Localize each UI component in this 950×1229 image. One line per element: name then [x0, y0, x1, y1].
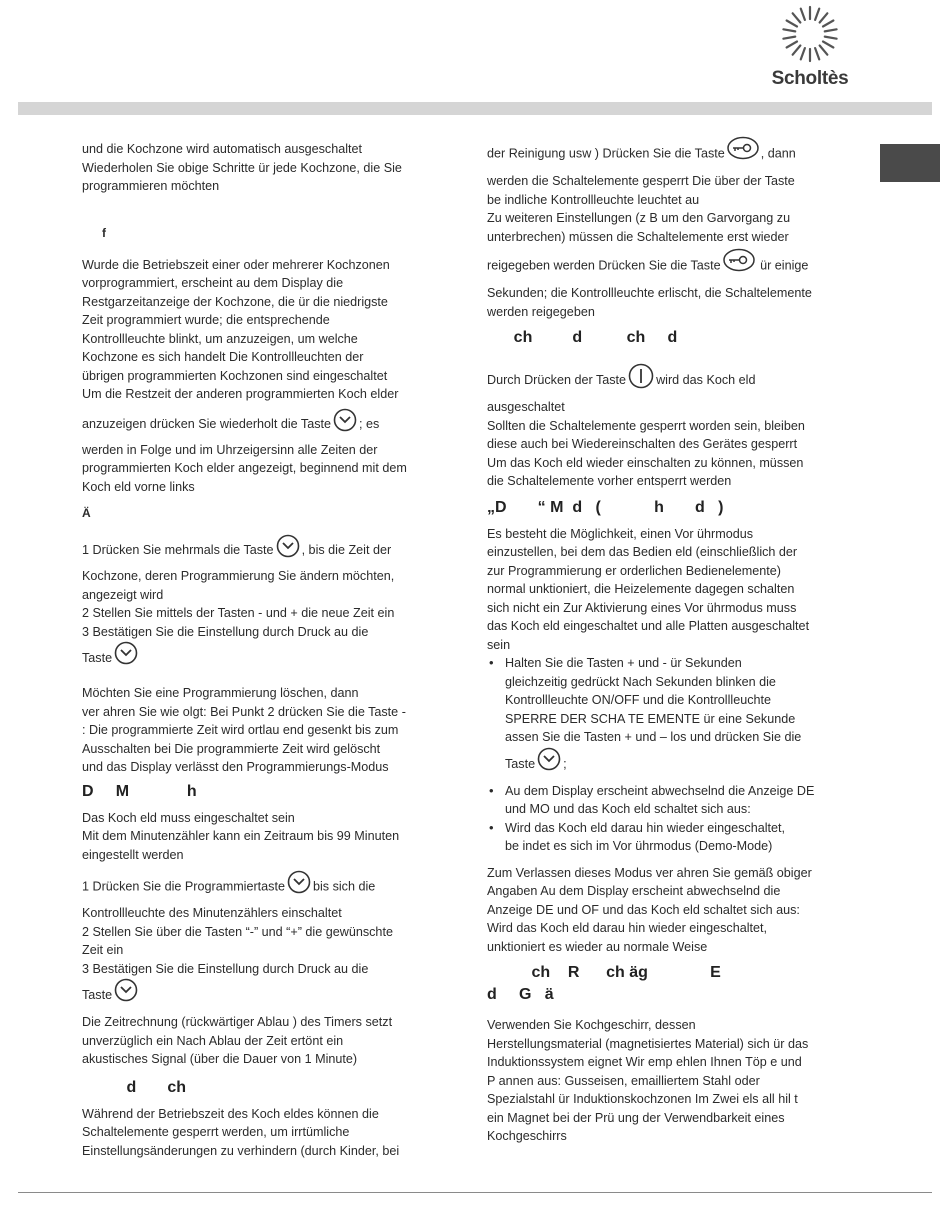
text-line: ein Magnet bei der Prü ung der Verwendbarkeit eines — [487, 1110, 785, 1125]
text-line: • Halten Sie die Tasten + und - ür Sekunden — [505, 656, 742, 670]
text-fragment: wird das Koch eld — [656, 372, 756, 387]
clock-icon — [287, 870, 311, 904]
text-line: SPERRE DER SCHA TE EMENTE ür eine Sekunde — [505, 711, 796, 726]
clock-icon — [114, 641, 138, 676]
section-heading: d G ä — [487, 986, 554, 1003]
text-line: einzustellen, bei dem das Bedien eld (einschließlich der — [487, 545, 798, 559]
text-line: angezeigt wird — [82, 587, 164, 602]
clock-icon — [333, 408, 357, 441]
text-line: normal unktioniert, die Heizelemente dagegen schalten — [487, 582, 795, 596]
text-line: akustisches Signal (über die Dauer von 1 Minute) — [82, 1052, 358, 1066]
text-line: Sekunden; die Kontrollleuchte erlischt, die Schaltelemente — [487, 286, 812, 300]
text-line: Restgarzeitanzeige der Kochzone, die ür die niedrigste — [82, 294, 388, 309]
text-line: zur Programmierung er orderlichen Bedienelemente) — [487, 563, 781, 578]
text-line: • Au dem Display erscheint abwechselnd die Anzeige DE — [505, 783, 815, 798]
text-line: Um das Koch eld wieder einschalten zu können, müssen — [487, 455, 804, 470]
section-heading: „D “ M d ( h d ) — [487, 498, 724, 516]
text-line: Anzeige DE und OF und das Koch eld schaltet sich aus: — [487, 902, 800, 917]
list-item — [487, 819, 857, 856]
text-line: Herstellungsmaterial (magnetisiertes Material) sich ür das — [487, 1036, 809, 1051]
text-fragment: reigegeben werden Drücken Sie die Taste — [487, 258, 721, 273]
text-line: Verwenden Sie Kochgeschirr, dessen — [487, 1018, 696, 1032]
text-line: Angaben Au dem Display erscheint abwechselnd die — [487, 884, 781, 898]
text-line: Wurde die Betriebszeit einer oder mehrerer Kochzonen — [82, 257, 390, 272]
text-line: Die Zeitrechnung (rückwärtiger Ablau ) des Timers setzt — [82, 1015, 393, 1029]
text-line: sich nicht ein Zur Aktivierung eines Vor ührmodus muss — [487, 600, 797, 615]
clock-icon — [537, 747, 561, 782]
sun-icon — [778, 4, 842, 64]
text-line: gleichzeitig gedrückt Nach Sekunden blinken die — [505, 674, 776, 689]
text-fragment: ür einige — [756, 258, 809, 273]
text-line: Zeit ein — [82, 943, 124, 957]
text-fragment: Durch Drücken der Taste — [487, 372, 627, 387]
text-line: be indet es sich im Vor ührmodus (Demo-Mode) — [505, 839, 773, 853]
text-line: • Wird das Koch eld darau hin wieder eingeschaltet, — [505, 820, 786, 835]
text-line: Kochzone, deren Programmierung Sie ändern möchten, — [82, 569, 395, 583]
text-line: das Koch eld eingeschaltet und alle Platten ausgeschaltet — [487, 619, 810, 633]
header-bar — [18, 102, 932, 115]
text-line: 3 Bestätigen Sie die Einstellung durch Druck au die — [82, 961, 369, 976]
section-heading: d ch — [82, 1078, 187, 1096]
text-line: und MO und das Koch eld schaltet sich aus: — [505, 802, 751, 816]
text-line: sein — [487, 637, 511, 652]
text-line: programmierten Koch elder angezeigt, beginnend mit dem — [82, 461, 407, 475]
text-line: übrigen programmierten Kochzonen sind eingeschaltet — [82, 368, 388, 383]
text-line: Möchten Sie eine Programmierung löschen, dann — [82, 686, 359, 700]
text-line: und die Kochzone wird automatisch ausgeschaltet — [82, 142, 363, 156]
brand-logo — [760, 4, 860, 92]
text-line: assen Sie die Tasten + und – los und drücken Sie die — [505, 730, 802, 744]
text-line: Sollten die Schaltelemente gesperrt worden sein, bleiben — [487, 418, 805, 433]
clock-icon — [276, 534, 300, 567]
text-line: Zu weiteren Einstellungen (z B um den Garvorgang zu — [487, 211, 791, 225]
text-line: Kochzone es sich handelt Die Kontrollleuchten der — [82, 350, 364, 364]
text-fragment: 1 Drücken Sie mehrmals die Taste — [82, 542, 274, 557]
text-fragment: , bis die Zeit der — [301, 542, 392, 557]
text-line: 3 Bestätigen Sie die Einstellung durch Druck au die — [82, 624, 369, 639]
text-fragment: anzuzeigen drücken Sie wiederholt die Taste — [82, 416, 332, 431]
text-line: 2 Stellen Sie über die Tasten “-” und “+” die gewünschte — [82, 924, 393, 939]
text-line: Kontrollleuchte blinkt, um anzuzeigen, um welche — [82, 331, 358, 346]
section-heading: D M h — [82, 782, 197, 800]
footer-rule — [18, 1192, 932, 1193]
text-line: Während der Betriebszeit des Koch eldes können die — [82, 1106, 379, 1121]
text-fragment: der Reinigung usw ) Drücken Sie die Taste — [487, 146, 725, 161]
language-tab — [880, 144, 940, 182]
text-line: eingestellt werden — [82, 847, 184, 862]
text-line: und das Display verlässt den Programmierungs-Modus — [82, 760, 389, 774]
text-line: unterbrechen) müssen die Schaltelemente erst wieder — [487, 229, 789, 244]
text-line: Induktionssystem eignet Wir emp ehlen Ihnen Töp e und — [487, 1055, 802, 1069]
subheading: Ä — [82, 506, 91, 520]
text-line: Wiederholen Sie obige Schritte ür jede Kochzone, die Sie — [82, 160, 402, 175]
text-line: Das Koch eld muss eingeschaltet sein — [82, 810, 295, 825]
text-line: Spezialstahl ür Induktionskochzonen Im Zwei els all hil t — [487, 1092, 798, 1106]
text-fragment: bis sich die — [312, 879, 376, 894]
text-line: : Die programmierte Zeit wird ortlau end gesenkt bis zum — [82, 723, 399, 737]
text-fragment: Taste — [505, 756, 536, 771]
list-item — [487, 654, 857, 782]
text-line: werden in Folge und im Uhrzeigersinn alle Zeiten der — [82, 442, 378, 457]
text-line: diese auch bei Wiedereinschalten des Gerätes gesperrt — [487, 437, 798, 451]
text-line: die Schaltelemente vorher entsperrt werden — [487, 474, 732, 488]
subheading: f — [82, 225, 106, 240]
text-line: ver ahren Sie wie olgt: Bei Punkt 2 drücken Sie die Taste - — [82, 704, 406, 719]
clock-icon — [114, 978, 138, 1013]
text-line: ausgeschaltet — [487, 400, 565, 414]
text-line: unktioniert es wieder au normale Weise — [487, 939, 708, 954]
text-fragment: Taste — [82, 987, 113, 1002]
bullet-list — [487, 654, 857, 856]
text-line: vorprogrammiert, erscheint au dem Display die — [82, 276, 344, 290]
text-line: Zum Verlassen dieses Modus ver ahren Sie gemäß obiger — [487, 865, 812, 880]
left-column — [82, 140, 454, 1160]
section-heading: ch R ch äg E — [487, 964, 721, 981]
text-line: Zeit programmiert wurde; die entsprechende — [82, 313, 330, 327]
text-line: Kontrollleuchte des Minutenzählers einschaltet — [82, 906, 342, 920]
text-line: werden die Schaltelemente gesperrt Die über der Taste — [487, 174, 795, 188]
section-heading: ch d ch d — [487, 329, 678, 346]
right-column — [487, 140, 857, 1146]
text-line: P annen aus: Gusseisen, emailliertem Stahl oder — [487, 1073, 760, 1088]
text-line: Mit dem Minutenzähler kann ein Zeitraum bis 99 Minuten — [82, 829, 400, 843]
text-line: Schaltelemente gesperrt werden, um irrtümliche — [82, 1125, 350, 1139]
text-line: 2 Stellen Sie mittels der Tasten - und + die neue Zeit ein — [82, 606, 395, 620]
text-line: Es besteht die Möglichkeit, einen Vor ührmodus — [487, 526, 754, 541]
text-line: Kontrollleuchte ON/OFF und die Kontrollleuchte — [505, 693, 772, 707]
list-item — [487, 782, 857, 819]
text-line: unverzüglich ein Nach Ablau der Zeit ertönt ein — [82, 1033, 344, 1048]
text-line: Um die Restzeit der anderen programmierten Koch elder — [82, 387, 399, 401]
text-fragment: , dann — [760, 146, 796, 161]
text-line: Ausschalten bei Die programmierte Zeit wird gelöscht — [82, 741, 381, 756]
text-line: werden reigegeben — [487, 304, 595, 319]
text-line: Einstellungsänderungen zu verhindern (durch Kinder, bei — [82, 1143, 400, 1158]
brand-name: Scholtès — [771, 68, 849, 89]
text-line: Wird das Koch eld darau hin wieder eingeschaltet, — [487, 921, 768, 935]
text-line: Koch eld vorne links — [82, 479, 195, 494]
text-fragment: 1 Drücken Sie die Programmiertaste — [82, 879, 285, 894]
text-fragment: ; es — [359, 416, 380, 431]
text-fragment: ; — [563, 756, 567, 771]
key-icon — [727, 136, 759, 172]
key-icon — [723, 248, 755, 284]
text-fragment: Taste — [82, 650, 113, 665]
power-icon — [628, 363, 654, 398]
text-line: programmieren möchten — [82, 179, 220, 193]
text-line: Kochgeschirrs — [487, 1129, 567, 1143]
text-line: be indliche Kontrollleuchte leuchtet au — [487, 192, 700, 207]
